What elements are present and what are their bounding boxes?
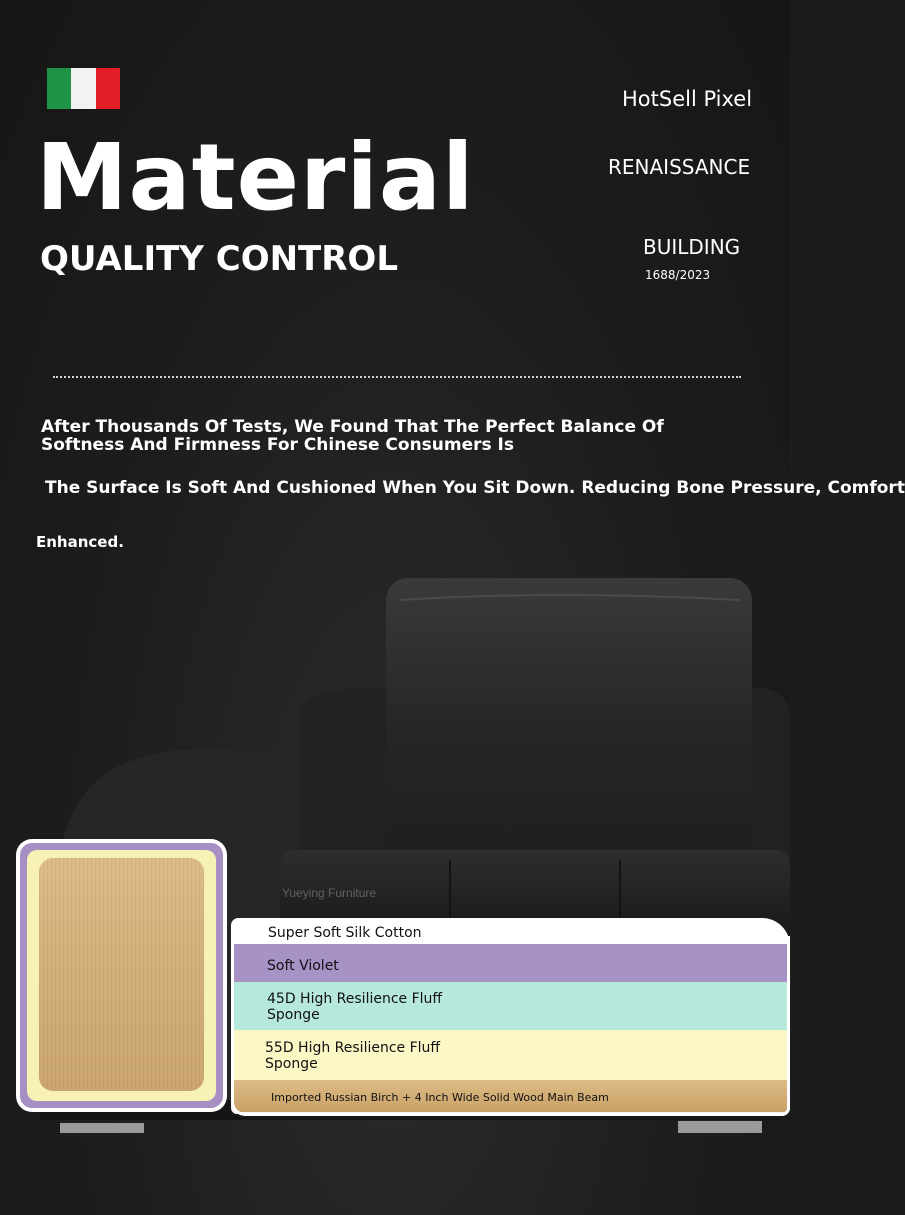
layer-soft-violet (231, 944, 790, 982)
swatch-violet-border (20, 843, 223, 1108)
page-subtitle: QUALITY CONTROL (40, 239, 398, 279)
layer-label: Super Soft Silk Cotton (268, 925, 422, 941)
dotted-divider (53, 376, 741, 378)
material-layers (231, 918, 790, 1116)
wood-swatch (16, 839, 227, 1112)
italy-flag-icon (47, 68, 120, 109)
page-title: Material (36, 124, 475, 231)
layer-label: 45D High Resilience Fluff Sponge (267, 991, 443, 1023)
swatch-cream-border (27, 850, 216, 1101)
flag-stripe-green (47, 68, 71, 109)
detail-paragraph: The Surface Is Soft And Cushioned When You Sit Down. Reducing Bone Pressure, Comfort (45, 478, 905, 498)
layer-label: Imported Russian Birch + 4 Inch Wide Solid Wood Main Beam (271, 1091, 609, 1104)
swatch-wood-texture (39, 858, 204, 1091)
layer-silk-cotton (231, 918, 790, 946)
layer-birch-beam (231, 1080, 790, 1114)
detail-paragraph-end: Enhanced. (36, 533, 124, 551)
layer-label: 55D High Resilience Fluff Sponge (265, 1040, 441, 1072)
flag-stripe-red (96, 68, 120, 109)
brand-line-3: BUILDING (643, 235, 741, 259)
brand-line-1: HotSell Pixel (622, 87, 753, 111)
layer-55d-sponge (231, 1030, 790, 1080)
watermark: Yueying Furniture (282, 886, 377, 900)
layer-label: Soft Violet (267, 958, 339, 974)
layer-45d-sponge (231, 982, 790, 1030)
flag-stripe-white (71, 68, 95, 109)
brand-line-2: RENAISSANCE (608, 155, 751, 179)
intro-paragraph: After Thousands Of Tests, We Found That The Perfect Balance Of Softness And Firmness For Chinese Consumers Is (41, 417, 664, 455)
brand-year: 1688/2023 (645, 268, 711, 282)
